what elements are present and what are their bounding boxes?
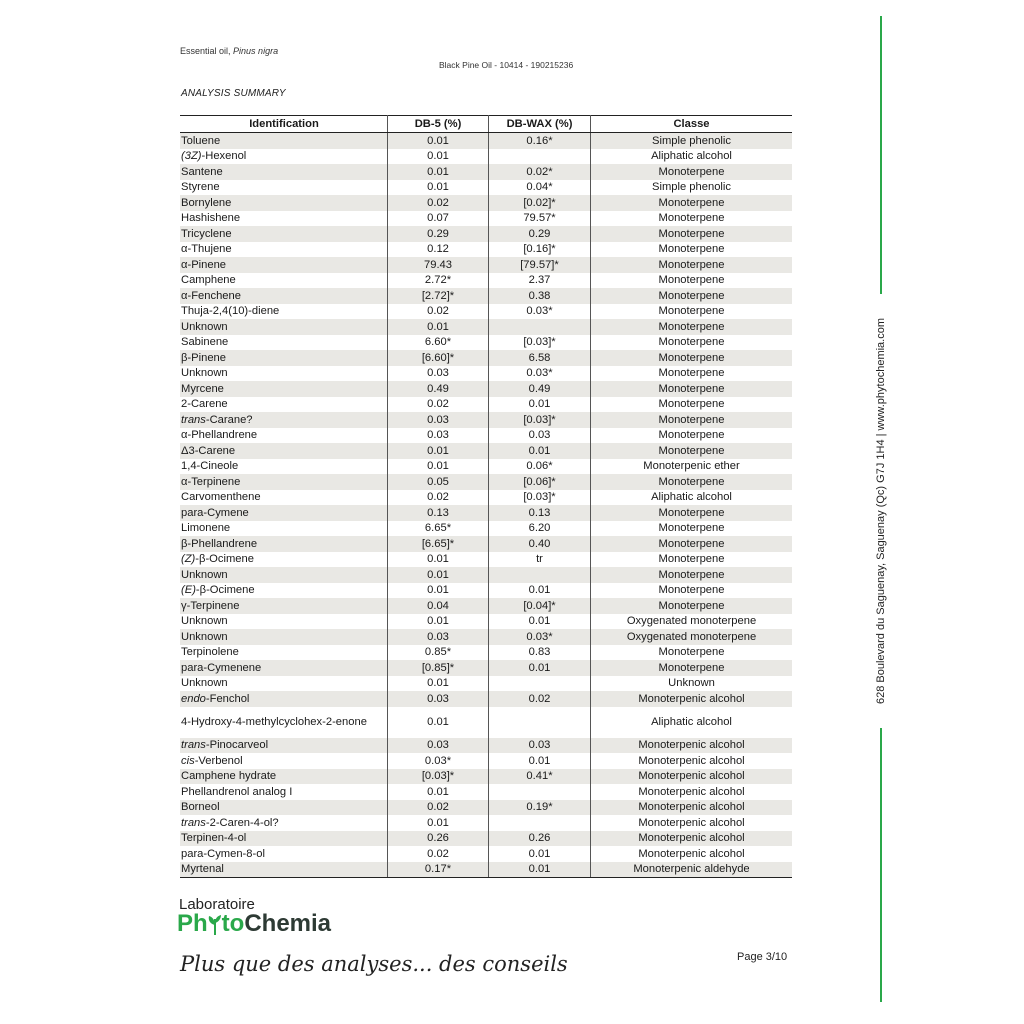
cell-db5: 0.02 bbox=[388, 304, 489, 320]
cell-identification: Unknown bbox=[180, 366, 388, 382]
cell-db5: [0.85]* bbox=[388, 660, 489, 676]
cell-db5: 0.01 bbox=[388, 319, 489, 335]
cell-dbwax: 0.03* bbox=[489, 304, 591, 320]
cell-identification: Bornylene bbox=[180, 195, 388, 211]
doc-label-text: Essential oil, bbox=[180, 46, 231, 56]
cell-dbwax: 0.01 bbox=[489, 397, 591, 413]
table-row bbox=[180, 226, 792, 242]
cell-identification: Styrene bbox=[180, 180, 388, 196]
cell-db5: 0.03 bbox=[388, 629, 489, 645]
col-header-db5: DB-5 (%) bbox=[388, 116, 489, 133]
table-row bbox=[180, 676, 792, 692]
table-row bbox=[180, 304, 792, 320]
cell-dbwax: 0.16* bbox=[489, 133, 591, 149]
cell-dbwax bbox=[489, 707, 591, 738]
cell-db5: 0.01 bbox=[388, 459, 489, 475]
cell-classe: Monoterpene bbox=[591, 288, 793, 304]
cell-dbwax: 0.02 bbox=[489, 691, 591, 707]
cell-dbwax bbox=[489, 784, 591, 800]
table-row bbox=[180, 707, 792, 738]
table-row bbox=[180, 242, 792, 258]
cell-dbwax bbox=[489, 676, 591, 692]
address-footer: 628 Boulevard du Saguenay, Saguenay (Qc) G7J 1H4 | www.phytochemia.com bbox=[875, 317, 887, 705]
cell-classe: Monoterpene bbox=[591, 536, 793, 552]
cell-identification: Unknown bbox=[180, 614, 388, 630]
cell-identification: para-Cymenene bbox=[180, 660, 388, 676]
cell-identification: trans-Carane? bbox=[180, 412, 388, 428]
cell-db5: 2.72* bbox=[388, 273, 489, 289]
cell-classe: Monoterpenic alcohol bbox=[591, 691, 793, 707]
accent-line-bottom bbox=[880, 728, 882, 1002]
cell-identification: Phellandrenol analog I bbox=[180, 784, 388, 800]
cell-identification: α-Pinene bbox=[180, 257, 388, 273]
table-row bbox=[180, 629, 792, 645]
table-row bbox=[180, 459, 792, 475]
cell-classe: Aliphatic alcohol bbox=[651, 716, 732, 728]
cell-dbwax: tr bbox=[489, 552, 591, 568]
cell-classe: Monoterpene bbox=[591, 195, 793, 211]
cell-dbwax: [0.02]* bbox=[489, 195, 591, 211]
cell-dbwax: 6.20 bbox=[489, 521, 591, 537]
cell-identification: Borneol bbox=[180, 800, 388, 816]
cell-classe: Oxygenated monoterpene bbox=[591, 629, 793, 645]
table-row bbox=[180, 257, 792, 273]
table-row bbox=[180, 800, 792, 816]
cell-db5: 0.13 bbox=[388, 505, 489, 521]
cell-dbwax: 0.01 bbox=[489, 614, 591, 630]
cell-dbwax: 0.06* bbox=[489, 459, 591, 475]
table-row bbox=[180, 598, 792, 614]
cell-db5: 0.05 bbox=[388, 474, 489, 490]
cell-identification: cis-Verbenol bbox=[180, 753, 388, 769]
cell-identification: para-Cymen-8-ol bbox=[180, 846, 388, 862]
cell-identification: Sabinene bbox=[180, 335, 388, 351]
cell-classe: Monoterpene bbox=[658, 398, 725, 411]
cell-classe: Aliphatic alcohol bbox=[651, 150, 732, 163]
cell-dbwax: 0.19* bbox=[489, 800, 591, 816]
cell-identification: (Z)-β-Ocimene bbox=[180, 552, 388, 568]
cell-identification: Unknown bbox=[180, 676, 388, 692]
cell-classe: Monoterpenic alcohol bbox=[638, 785, 745, 798]
cell-db5: 0.02 bbox=[388, 397, 489, 413]
cell-classe: Unknown bbox=[668, 677, 715, 690]
table-row bbox=[180, 211, 792, 227]
cell-classe: Monoterpene bbox=[591, 567, 793, 583]
cell-db5: 0.29 bbox=[388, 226, 489, 242]
logo-laboratoire: Laboratoire bbox=[179, 896, 255, 913]
cell-dbwax: 0.01 bbox=[489, 443, 591, 459]
cell-db5: 0.03 bbox=[388, 428, 489, 444]
cell-db5: 0.01 bbox=[388, 707, 489, 738]
table-row bbox=[180, 133, 792, 149]
cell-dbwax: 0.03 bbox=[489, 738, 591, 754]
table-row bbox=[180, 815, 792, 831]
cell-db5: 0.03 bbox=[388, 691, 489, 707]
cell-identification: Santene bbox=[180, 164, 388, 180]
cell-classe: Monoterpenic alcohol bbox=[591, 738, 793, 754]
cell-classe: Monoterpene bbox=[658, 367, 725, 380]
table-row bbox=[180, 474, 792, 490]
cell-identification: Terpinolene bbox=[180, 645, 388, 661]
table-row bbox=[180, 691, 792, 707]
cell-identification: 1,4-Cineole bbox=[180, 459, 388, 475]
cell-identification: Myrtenal bbox=[180, 862, 388, 878]
cell-dbwax: 0.29 bbox=[489, 226, 591, 242]
table-row bbox=[180, 366, 792, 382]
cell-classe: Monoterpenic alcohol bbox=[591, 769, 793, 785]
table-row bbox=[180, 335, 792, 351]
cell-classe: Simple phenolic bbox=[591, 133, 793, 149]
table-row bbox=[180, 614, 792, 630]
cell-classe: Monoterpenic alcohol bbox=[638, 816, 745, 829]
cell-dbwax: 0.01 bbox=[489, 583, 591, 599]
cell-classe: Monoterpenic alcohol bbox=[638, 754, 745, 767]
cell-dbwax: 0.13 bbox=[489, 505, 591, 521]
cell-classe: Monoterpene bbox=[658, 584, 725, 597]
cell-db5: 0.01 bbox=[388, 583, 489, 599]
cell-dbwax bbox=[489, 149, 591, 165]
cell-identification: Unknown bbox=[180, 567, 388, 583]
cell-identification: trans-2-Caren-4-ol? bbox=[180, 815, 388, 831]
cell-classe: Monoterpenic ether bbox=[643, 460, 740, 473]
cell-identification: Camphene bbox=[180, 273, 388, 289]
cell-classe: Monoterpene bbox=[591, 164, 793, 180]
cell-dbwax: 0.01 bbox=[489, 862, 591, 878]
table-row bbox=[180, 645, 792, 661]
cell-db5: 0.02 bbox=[388, 490, 489, 506]
cell-classe: Monoterpene bbox=[591, 598, 793, 614]
cell-dbwax: [0.04]* bbox=[489, 598, 591, 614]
table-body bbox=[180, 133, 792, 878]
table-row bbox=[180, 536, 792, 552]
col-header-dbwax: DB-WAX (%) bbox=[489, 116, 591, 133]
table-row bbox=[180, 769, 792, 785]
cell-classe: Monoterpene bbox=[658, 522, 725, 535]
table-row bbox=[180, 164, 792, 180]
cell-identification: Carvomenthene bbox=[180, 490, 388, 506]
cell-identification: trans-Pinocarveol bbox=[180, 738, 388, 754]
cell-identification: Thuja-2,4(10)-diene bbox=[180, 304, 388, 320]
cell-dbwax: 79.57* bbox=[489, 211, 591, 227]
cell-classe: Monoterpene bbox=[658, 243, 725, 256]
cell-dbwax: 0.41* bbox=[489, 769, 591, 785]
document-label bbox=[180, 46, 278, 56]
cell-classe: Monoterpene bbox=[591, 505, 793, 521]
cell-classe: Monoterpene bbox=[658, 305, 725, 318]
cell-db5: 0.03* bbox=[388, 753, 489, 769]
page-number: Page 3/10 bbox=[737, 951, 788, 963]
cell-identification: (E)-β-Ocimene bbox=[180, 583, 388, 599]
cell-dbwax: [0.03]* bbox=[489, 412, 591, 428]
logo-part-chemia: Chemia bbox=[244, 910, 332, 937]
cell-classe: Monoterpene bbox=[658, 212, 725, 225]
cell-classe: Monoterpene bbox=[591, 319, 793, 335]
cell-identification: Unknown bbox=[180, 319, 388, 335]
cell-dbwax: 0.40 bbox=[489, 536, 591, 552]
table-row bbox=[180, 738, 792, 754]
cell-dbwax: 0.49 bbox=[489, 381, 591, 397]
leaf-icon bbox=[208, 913, 222, 937]
cell-identification: γ-Terpinene bbox=[180, 598, 388, 614]
table-row bbox=[180, 490, 792, 506]
cell-identification: (3Z)-Hexenol bbox=[180, 149, 388, 165]
cell-classe: Monoterpene bbox=[591, 443, 793, 459]
cell-db5: [0.03]* bbox=[388, 769, 489, 785]
cell-classe: Monoterpene bbox=[591, 412, 793, 428]
table-row bbox=[180, 180, 792, 196]
table-row bbox=[180, 195, 792, 211]
logo-part-to: to bbox=[221, 910, 245, 937]
logo-phytochemia bbox=[177, 910, 331, 938]
table-row bbox=[180, 350, 792, 366]
cell-db5: 0.01 bbox=[388, 784, 489, 800]
cell-dbwax: 0.38 bbox=[489, 288, 591, 304]
table-row bbox=[180, 552, 792, 568]
table-row bbox=[180, 288, 792, 304]
logo-part-ph: Ph bbox=[177, 910, 208, 937]
cell-db5: 6.60* bbox=[388, 335, 489, 351]
cell-classe: Monoterpene bbox=[591, 226, 793, 242]
table-row bbox=[180, 567, 792, 583]
cell-dbwax: 0.26 bbox=[489, 831, 591, 847]
cell-db5: 0.02 bbox=[388, 195, 489, 211]
cell-dbwax: 0.83 bbox=[489, 645, 591, 661]
cell-identification: α-Thujene bbox=[180, 242, 388, 258]
cell-identification: α-Fenchene bbox=[180, 288, 388, 304]
cell-db5: 0.12 bbox=[388, 242, 489, 258]
cell-identification: β-Phellandrene bbox=[180, 536, 388, 552]
cell-dbwax: 0.03* bbox=[489, 629, 591, 645]
cell-classe: Monoterpene bbox=[591, 474, 793, 490]
doc-label-species: Pinus nigra bbox=[233, 46, 279, 56]
cell-classe: Oxygenated monoterpene bbox=[626, 615, 757, 628]
cell-classe: Monoterpenic aldehyde bbox=[591, 862, 793, 878]
cell-classe: Monoterpenic alcohol bbox=[638, 847, 745, 860]
cell-classe: Aliphatic alcohol bbox=[651, 491, 732, 504]
table-row bbox=[180, 862, 792, 878]
cell-classe: Monoterpene bbox=[658, 429, 725, 442]
cell-identification: 4-Hydroxy-4-methylcyclohex-2-enone bbox=[180, 707, 388, 738]
cell-db5: 0.01 bbox=[388, 133, 489, 149]
cell-db5: 0.26 bbox=[388, 831, 489, 847]
col-header-classe: Classe bbox=[591, 116, 793, 133]
col-header-identification: Identification bbox=[180, 116, 388, 133]
cell-db5: 0.17* bbox=[388, 862, 489, 878]
cell-dbwax: [0.03]* bbox=[489, 335, 591, 351]
cell-identification: para-Cymene bbox=[180, 505, 388, 521]
cell-dbwax: [0.06]* bbox=[489, 474, 591, 490]
cell-dbwax: [0.16]* bbox=[489, 242, 591, 258]
cell-db5: 0.02 bbox=[388, 846, 489, 862]
table-row bbox=[180, 583, 792, 599]
cell-db5: 0.49 bbox=[388, 381, 489, 397]
cell-identification: Hashishene bbox=[180, 211, 388, 227]
cell-dbwax: 0.03 bbox=[489, 428, 591, 444]
cell-dbwax: 6.58 bbox=[489, 350, 591, 366]
cell-db5: 0.03 bbox=[388, 738, 489, 754]
cell-db5: 0.02 bbox=[388, 800, 489, 816]
analysis-table bbox=[180, 115, 792, 878]
cell-dbwax: 0.01 bbox=[489, 753, 591, 769]
table-row bbox=[180, 831, 792, 847]
cell-classe: Monoterpene bbox=[658, 336, 725, 349]
cell-dbwax bbox=[489, 815, 591, 831]
cell-identification: Myrcene bbox=[180, 381, 388, 397]
cell-classe: Monoterpene bbox=[658, 646, 725, 659]
table-row bbox=[180, 505, 792, 521]
cell-classe: Monoterpene bbox=[658, 274, 725, 287]
accent-line-top bbox=[880, 16, 882, 294]
cell-identification: Limonene bbox=[180, 521, 388, 537]
cell-classe: Simple phenolic bbox=[652, 181, 731, 194]
cell-db5: [2.72]* bbox=[388, 288, 489, 304]
cell-dbwax bbox=[489, 567, 591, 583]
table-header-row bbox=[180, 116, 792, 133]
product-line: Black Pine Oil - 10414 - 190215236 bbox=[439, 60, 574, 70]
table-row bbox=[180, 784, 792, 800]
cell-classe: Monoterpene bbox=[591, 660, 793, 676]
table-row bbox=[180, 149, 792, 165]
cell-classe: Monoterpenic alcohol bbox=[591, 831, 793, 847]
slogan: Plus que des analyses... des conseils bbox=[180, 952, 568, 976]
cell-dbwax: 0.01 bbox=[489, 846, 591, 862]
cell-classe: Monoterpene bbox=[658, 553, 725, 566]
cell-dbwax: [0.03]* bbox=[489, 490, 591, 506]
cell-db5: 0.85* bbox=[388, 645, 489, 661]
cell-dbwax: 2.37 bbox=[489, 273, 591, 289]
cell-db5: 0.01 bbox=[388, 676, 489, 692]
table-row bbox=[180, 521, 792, 537]
table-row bbox=[180, 319, 792, 335]
cell-db5: 0.01 bbox=[388, 552, 489, 568]
cell-dbwax: 0.02* bbox=[489, 164, 591, 180]
cell-identification: Camphene hydrate bbox=[180, 769, 388, 785]
cell-classe: Monoterpenic alcohol bbox=[591, 800, 793, 816]
cell-db5: 0.07 bbox=[388, 211, 489, 227]
cell-db5: 0.01 bbox=[388, 149, 489, 165]
cell-db5: 79.43 bbox=[388, 257, 489, 273]
cell-identification: 2-Carene bbox=[180, 397, 388, 413]
cell-dbwax: 0.03* bbox=[489, 366, 591, 382]
cell-db5: 0.03 bbox=[388, 412, 489, 428]
cell-db5: 0.03 bbox=[388, 366, 489, 382]
cell-identification: endo-Fenchol bbox=[180, 691, 388, 707]
table-row bbox=[180, 273, 792, 289]
cell-db5: 0.01 bbox=[388, 614, 489, 630]
cell-db5: 0.04 bbox=[388, 598, 489, 614]
table-row bbox=[180, 381, 792, 397]
cell-db5: 0.01 bbox=[388, 567, 489, 583]
cell-db5: 0.01 bbox=[388, 180, 489, 196]
table-row bbox=[180, 443, 792, 459]
table-row bbox=[180, 412, 792, 428]
cell-db5: 0.01 bbox=[388, 443, 489, 459]
cell-identification: Terpinen-4-ol bbox=[180, 831, 388, 847]
cell-identification: α-Phellandrene bbox=[180, 428, 388, 444]
table-row bbox=[180, 846, 792, 862]
cell-identification: Toluene bbox=[180, 133, 388, 149]
cell-db5: [6.60]* bbox=[388, 350, 489, 366]
cell-dbwax bbox=[489, 319, 591, 335]
table-row bbox=[180, 660, 792, 676]
cell-dbwax: 0.01 bbox=[489, 660, 591, 676]
table-row bbox=[180, 428, 792, 444]
cell-classe: Monoterpene bbox=[591, 350, 793, 366]
cell-identification: β-Pinene bbox=[180, 350, 388, 366]
cell-identification: Unknown bbox=[180, 629, 388, 645]
cell-classe: Monoterpene bbox=[591, 257, 793, 273]
cell-db5: 6.65* bbox=[388, 521, 489, 537]
cell-identification: Δ3-Carene bbox=[180, 443, 388, 459]
table-row bbox=[180, 397, 792, 413]
table-row bbox=[180, 753, 792, 769]
section-title: ANALYSIS SUMMARY bbox=[181, 88, 286, 99]
cell-dbwax: [79.57]* bbox=[489, 257, 591, 273]
cell-identification: α-Terpinene bbox=[180, 474, 388, 490]
cell-db5: [6.65]* bbox=[388, 536, 489, 552]
cell-classe: Monoterpene bbox=[591, 381, 793, 397]
cell-db5: 0.01 bbox=[388, 164, 489, 180]
cell-dbwax: 0.04* bbox=[489, 180, 591, 196]
cell-db5: 0.01 bbox=[388, 815, 489, 831]
cell-identification: Tricyclene bbox=[180, 226, 388, 242]
